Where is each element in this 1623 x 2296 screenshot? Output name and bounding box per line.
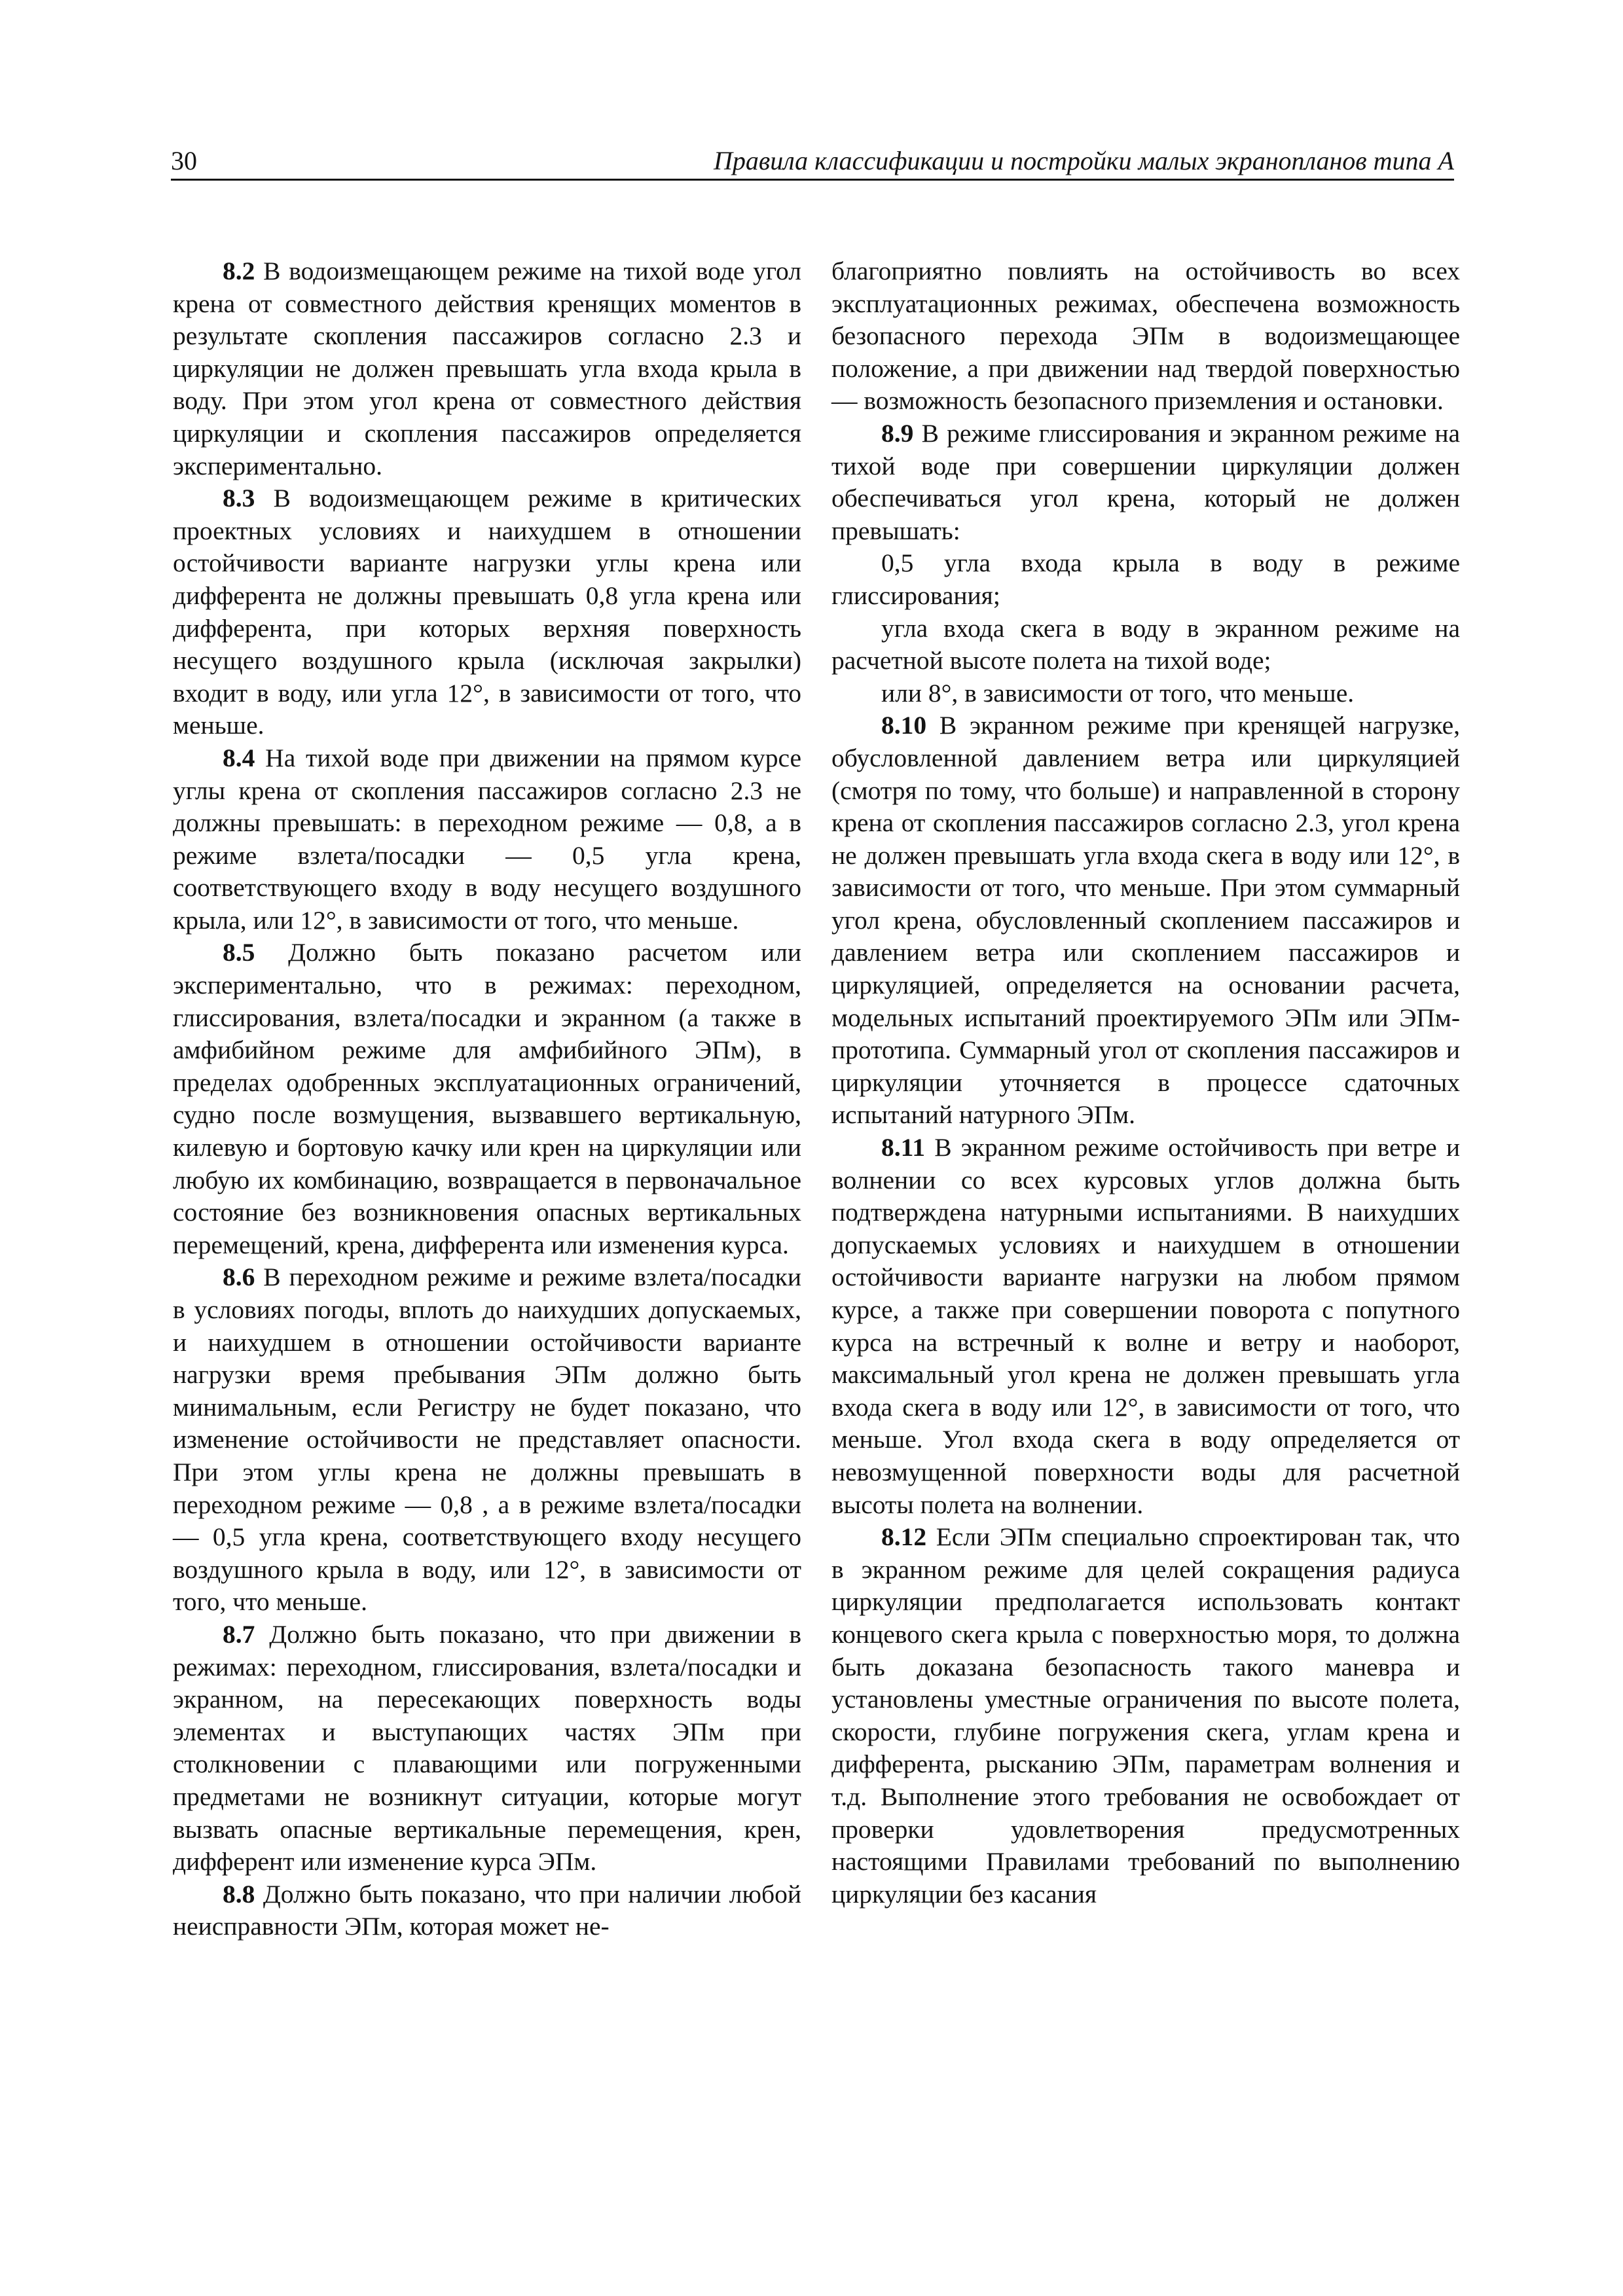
paragraph-number: 8.12 bbox=[881, 1522, 927, 1552]
paragraph-number: 8.6 bbox=[223, 1263, 255, 1292]
paragraph-8-8-continued bbox=[831, 255, 1460, 418]
paragraph-8-10 bbox=[831, 709, 1460, 1132]
paragraph-text: В экранном режиме при кренящей нагрузке, обусловленной давлением ветра или циркуляцией (смотря по тому, что больше) и направленной в сторону крена от скопления пассажиров согласно 2.3, угол крена не должен превышать угла входа скега в воду или 12°, в зависимости от того, что меньше. При этом суммарный угол крена, обусловленный скоплением пассажиров и давлением ветра или скоплением пассажиров и циркуляцией, определяется на основании расчета, модельных испытаний проектируемого ЭПм или ЭПм-прототипа. Суммарный угол от скопления пассажиров и циркуляции уточняется в процессе сдаточных испытаний натурного ЭПм. bbox=[831, 711, 1460, 1130]
paragraph-number: 8.10 bbox=[881, 711, 927, 740]
paragraph-text: Должно быть показано, что при наличии любой неисправности ЭПм, которая может не- bbox=[173, 1879, 801, 1941]
paragraph-text: Должно быть показано расчетом или экспериментально, что в режимах: переходном, глиссирования, взлета/посадки и экранном (а также в амфибийном режиме для амфибийного ЭПм), в пределах одобренных эксплуатационных ограничений, судно после возмущения, вызвавшего вертикальную, килевую и бортовую качку или крен на циркуляции или любую их комбинацию, возвращается в первоначальное состояние без возникновения опасных вертикальных перемещений, крена, дифферента или изменения курса. bbox=[173, 938, 801, 1259]
paragraph-8-4 bbox=[173, 742, 801, 937]
paragraph-number: 8.4 bbox=[223, 743, 255, 772]
paragraph-8-8 bbox=[173, 1878, 801, 1943]
list-item bbox=[831, 547, 1460, 612]
paragraph-text: В режиме глиссирования и экранном режиме на тихой воде при совершении циркуляции должен обеспечиваться угол крена, который не должен превышать: bbox=[831, 418, 1460, 545]
paragraph-number: 8.5 bbox=[223, 938, 255, 967]
header-rule bbox=[171, 179, 1454, 181]
running-title: Правила классификации и постройки малых экранопланов типа А bbox=[713, 146, 1454, 175]
paragraph-8-6 bbox=[173, 1261, 801, 1619]
paragraph-8-11 bbox=[831, 1132, 1460, 1521]
paragraph-8-7 bbox=[173, 1619, 801, 1878]
paragraph-8-3 bbox=[173, 482, 801, 742]
paragraph-text: В экранном режиме остойчивость при ветре и волнении со всех курсовых углов должна быть подтверждена натурными испытаниями. В наихудших допускаемых условиях и наихудшем в отношении остойчивости варианте нагрузки на любом прямом курсе, а также при совершении поворота с попутного курса на встречный к волне и ветру и наоборот, максимальный угол крена не должен превышать угла входа скега в воду или 12°, в зависимости от того, что меньше. Угол входа скега в воду определяется от невозмущенной поверхности воды для расчетной высоты полета на волнении. bbox=[831, 1133, 1460, 1519]
paragraph-text: На тихой воде при движении на прямом курсе углы крена от скопления пассажиров согласно 2.3 не должны превышать: в переходном режиме — 0,8, а в режиме взлета/посадки — 0,5 угла крена, соответствующего входу в воду несущего воздушного крыла, или 12°, в зависимости от того, что меньше. bbox=[173, 743, 801, 935]
paragraph-text: 0,5 угла входа крыла в воду в режиме глиссирования; bbox=[831, 548, 1460, 610]
paragraph-8-12 bbox=[831, 1521, 1460, 1910]
paragraph-8-9 bbox=[831, 418, 1460, 547]
paragraph-8-5 bbox=[173, 937, 801, 1261]
right-column bbox=[831, 255, 1460, 1910]
paragraph-number: 8.3 bbox=[223, 484, 255, 513]
paragraph-text: благоприятно повлиять на остойчивость во всех эксплуатационных режимах, обеспечена возможность безопасного перехода ЭПм в водоизмещающее положение, а при движении над твердой поверхностью — возможность безопасного приземления и остановки. bbox=[831, 257, 1460, 416]
paragraph-text: В водоизмещающем режиме на тихой воде угол крена от совместного действия кренящих моментов в результате скопления пассажиров согласно 2.3 и циркуляции не должен превышать угла входа крыла в воду. При этом угол крена от совместного действия циркуляции и скопления пассажиров определяется экспериментально. bbox=[173, 257, 801, 480]
paragraph-number: 8.9 bbox=[881, 418, 914, 448]
left-column bbox=[173, 255, 801, 1943]
list-item bbox=[831, 613, 1460, 677]
paragraph-text: Если ЭПм специально спроектирован так, что в экранном режиме для целей сокращения радиуса циркуляции предполагается использовать контакт концевого скега крыла с поверхностью моря, то должна быть доказана безопасность такого маневра и установлены уместные ограничения по высоте полета, скорости, глубине погружения скега, углам крена и дифферента, рысканию ЭПм, параметрам волнения и т.д. Выполнение этого требования не освобождает от проверки удовлетворения предусмотренных настоящими Правилами требований по выполнению циркуляции без касания bbox=[831, 1522, 1460, 1909]
paragraph-text: В водоизмещающем режиме в критических проектных условиях и наихудшем в отношении остойчивости варианте нагрузки углы крена или дифферента не должны превышать 0,8 угла крена или дифферента, при которых верхняя поверхность несущего воздушного крыла (исключая закрылки) входит в воду, или угла 12°, в зависимости от того, что меньше. bbox=[173, 484, 801, 740]
paragraph-text: угла входа скега в воду в экранном режиме на расчетной высоте полета на тихой воде; bbox=[831, 613, 1460, 675]
paragraph-number: 8.11 bbox=[881, 1133, 925, 1162]
paragraph-text: Должно быть показано, что при движении в режимах: переходном, глиссирования, взлета/посадки и экранном, на пересекающих поверхность воды элементах и выступающих частях ЭПм при столкновении с плавающими или погруженными предметами не возникнут ситуации, которые могут вызвать опасные вертикальные перемещения, крен, дифферент или изменение курса ЭПм. bbox=[173, 1619, 801, 1876]
page-number: 30 bbox=[171, 146, 197, 175]
paragraph-text: В переходном режиме и режиме взлета/посадки в условиях погоды, вплоть до наихудших допускаемых, и наихудшем в отношении остойчивости варианте нагрузки время пребывания ЭПм должно быть минимальным, если Регистру не будет показано, что изменение остойчивости не представляет опасности. При этом углы крена не должны превышать в переходном режиме — 0,8 , а в режиме взлета/посадки — 0,5 угла крена, соответствующего входу несущего воздушного крыла в воду, или 12°, в зависимости от того, что меньше. bbox=[173, 1263, 801, 1617]
paragraph-number: 8.7 bbox=[223, 1619, 255, 1649]
page-header bbox=[171, 145, 1454, 177]
list-item bbox=[831, 677, 1460, 710]
paragraph-number: 8.2 bbox=[223, 257, 255, 285]
paragraph-8-2 bbox=[173, 255, 801, 482]
paragraph-number: 8.8 bbox=[223, 1879, 255, 1909]
paragraph-text: или 8°, в зависимости от того, что меньше. bbox=[881, 678, 1355, 708]
